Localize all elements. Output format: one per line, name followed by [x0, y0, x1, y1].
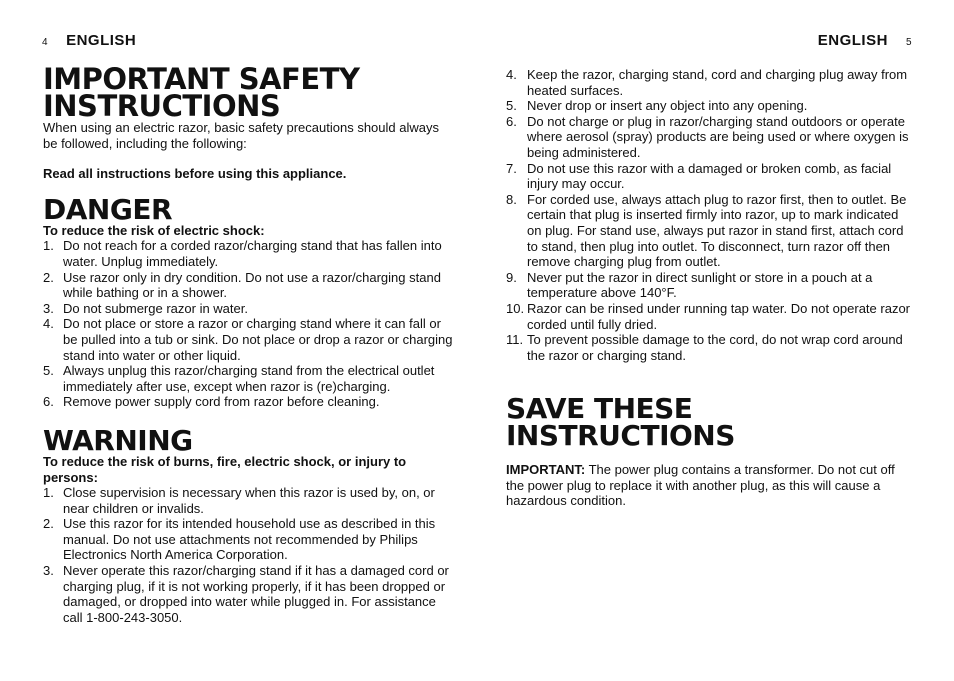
right-page — [477, 0, 954, 681]
page-title: IMPORTANT SAFETY INSTRUCTIONS — [43, 62, 360, 123]
read-all-notice: Read all instructions before using this appliance. — [43, 166, 347, 182]
list-item-text: Use this razor for its intended household use as described in this manual. Do not use attachments not recommended by Philips Electronics North America Corporation. — [63, 516, 436, 563]
warning-list — [43, 485, 453, 625]
language-label-right: ENGLISH — [817, 32, 888, 49]
danger-heading: DANGER — [43, 192, 173, 226]
list-item — [506, 67, 916, 98]
language-label-left: ENGLISH — [66, 32, 137, 49]
list-item-number: 6. — [43, 394, 54, 410]
list-item — [43, 270, 453, 301]
save-instructions-heading: SAVE THESE INSTRUCTIONS — [506, 392, 735, 453]
page-number-left: 4 — [42, 37, 49, 48]
list-item-number: 3. — [43, 300, 54, 316]
list-item-number: 11. — [506, 332, 524, 348]
list-item-number: 8. — [506, 191, 517, 207]
list-item-number: 7. — [506, 160, 517, 176]
list-item — [506, 161, 916, 192]
list-item-text: Do not submerge razor in water. — [63, 300, 248, 316]
list-item-text: Close supervision is necessary when this razor is used by, on, or near children or invalids. — [63, 485, 435, 516]
list-item-text: Never drop or insert any object into any opening. — [527, 98, 808, 114]
list-item — [43, 316, 453, 363]
warning-subheading: To reduce the risk of burns, fire, electric shock, or injury to persons: — [43, 453, 407, 485]
list-item-number: 5. — [43, 363, 54, 379]
list-item — [506, 192, 916, 270]
right-content — [506, 67, 916, 509]
list-item — [43, 563, 453, 625]
list-item-number: 4. — [43, 316, 54, 332]
intro-text: When using an electric razor, basic safety precautions should always be followed, including the following: — [43, 120, 439, 151]
list-item-text: Never put the razor in direct sunlight or store in a pouch at a temperature above 140°F. — [527, 269, 873, 301]
list-item-number: 1. — [43, 485, 54, 501]
list-item-text: To prevent possible damage to the cord, do not wrap cord around the razor or charging stand. — [527, 332, 903, 363]
list-item — [506, 332, 916, 363]
list-item-text: Razor can be rinsed under running tap water. Do not operate razor corded until fully dried. — [527, 300, 911, 332]
list-item — [43, 363, 453, 394]
warning-heading: WARNING — [43, 423, 193, 457]
list-item-number: 9. — [506, 269, 517, 285]
left-content — [43, 62, 453, 625]
list-item-number: 2. — [43, 516, 54, 532]
page-header-left — [42, 32, 136, 49]
list-item — [506, 301, 916, 332]
list-item — [43, 238, 453, 269]
list-item-text: Do not charge or plug in razor/charging stand outdoors or operate where aerosol (spray) products are being used or where oxygen is being administered. — [527, 113, 909, 160]
list-item-number: 2. — [43, 269, 54, 285]
list-item-text: For corded use, always attach plug to razor first, then to outlet. Be certain that plug is inserted firmly into razor, up to mark indicated on plug. For stand use, always put razor in stand first, attach cord to stand, then plug into outlet. To disconnect, turn razor off then remove charging plug from outlet. — [527, 191, 907, 270]
important-text: The power plug contains a transformer. Do not cut off the power plug to replace it with another plug, as this will cause a hazardous condition. — [506, 462, 895, 509]
list-item — [43, 394, 453, 410]
danger-list — [43, 238, 453, 410]
list-item — [506, 98, 916, 114]
list-item-number: 1. — [43, 238, 54, 254]
list-item-text: Do not place or store a razor or charging stand where it can fall or be pulled into a tub or sink. Do not place or drop a razor or charging stand into water or other liquid. — [63, 316, 453, 363]
page-header-right — [818, 32, 912, 49]
danger-subheading: To reduce the risk of electric shock: — [43, 222, 265, 238]
list-item-number: 5. — [506, 98, 517, 114]
list-item — [43, 485, 453, 516]
list-item-number: 4. — [506, 67, 517, 82]
important-label: IMPORTANT: — [506, 462, 586, 478]
list-item-text: Never operate this razor/charging stand if it has a damaged cord or charging plug, if it is not working properly, if it has been dropped or damaged, or dropped into water while plugged in. For assistance call 1-800-243-3050. — [63, 563, 449, 625]
list-item-number: 10. — [506, 300, 525, 316]
list-item-number: 3. — [43, 563, 54, 579]
list-item-text: Use razor only in dry condition. Do not use a razor/charging stand while bathing or in a shower. — [63, 269, 441, 301]
list-item-text: Keep the razor, charging stand, cord and charging plug away from heated surfaces. — [527, 67, 908, 98]
continued-warning-list — [506, 67, 916, 363]
list-item — [43, 516, 453, 563]
list-item-number: 6. — [506, 113, 517, 129]
list-item — [506, 114, 916, 161]
list-item-text: Do not use this razor with a damaged or broken comb, as facial injury may occur. — [527, 160, 892, 192]
important-note — [506, 462, 916, 509]
list-item-text: Remove power supply cord from razor before cleaning. — [63, 394, 380, 410]
list-item — [506, 270, 916, 301]
page-number-right: 5 — [905, 37, 912, 48]
list-item-text: Always unplug this razor/charging stand from the electrical outlet immediately after use, except when razor is (re)charging. — [63, 363, 435, 394]
list-item-text: Do not reach for a corded razor/charging stand that has fallen into water. Unplug immediately. — [63, 238, 442, 269]
list-item — [43, 301, 453, 317]
